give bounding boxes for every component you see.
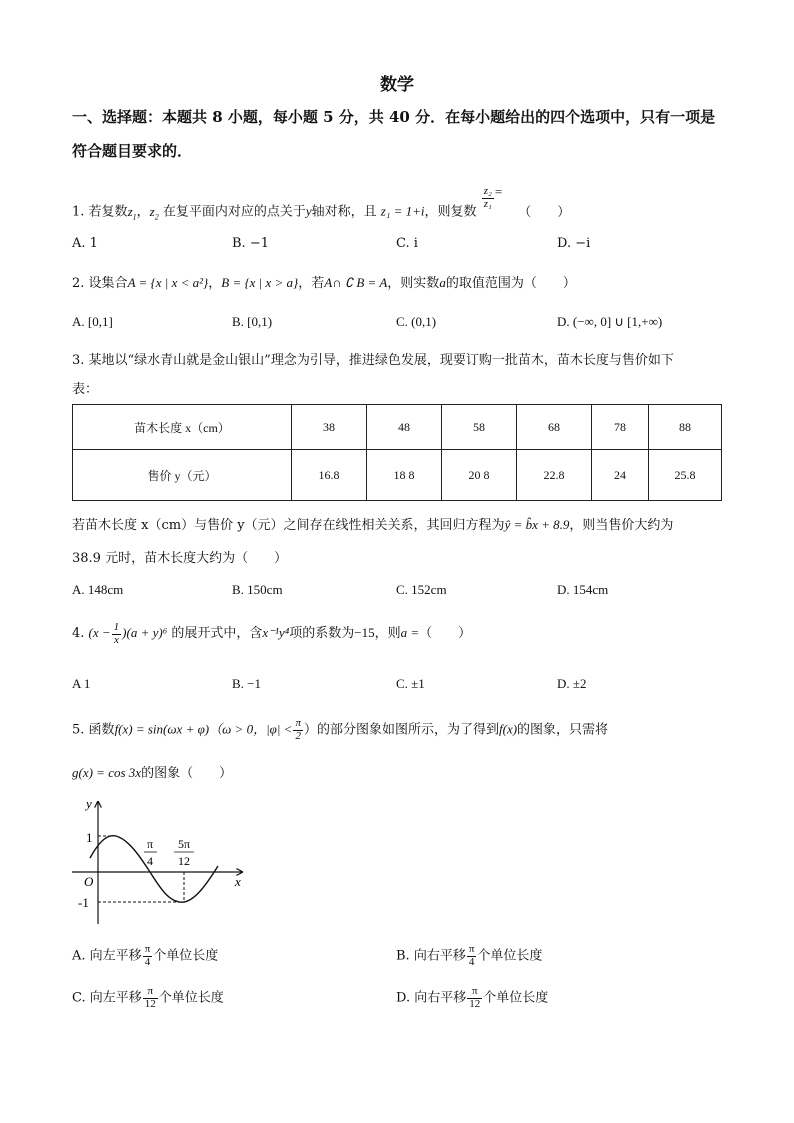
- table-cell: 68: [517, 405, 592, 450]
- table-cell: 20 8: [442, 450, 517, 501]
- question-5: [72, 718, 608, 742]
- q4-option-a[interactable]: A 1: [72, 676, 91, 691]
- q1-equals: =: [494, 183, 503, 199]
- q5-line-2: [72, 762, 232, 781]
- table-cell: 25.8: [649, 450, 722, 501]
- section-heading: 一、选择题：本题共 8 小题，每小题 5 分，共 40 分．在每小题给出的四个选项中，只有一项是符合题目要求的．: [72, 108, 716, 160]
- q5-function: f(x) = sin(ωx + φ): [114, 721, 210, 737]
- table-cell: 78: [592, 405, 649, 450]
- q5-text-3: 的图象，只需将: [517, 722, 609, 738]
- q1-text-3: 轴对称，且: [311, 204, 377, 220]
- x-tick-pi4-num: π: [146, 837, 154, 851]
- q1-option-c[interactable]: C. i: [396, 236, 418, 251]
- q3-option-d[interactable]: D. 154cm: [557, 582, 609, 597]
- q3-after-line-1: [72, 514, 673, 533]
- q1-comma: ，: [136, 204, 150, 220]
- table-cell: 16.8: [292, 450, 367, 501]
- q1-option-a[interactable]: A. 1: [72, 236, 98, 251]
- question-2: [72, 272, 576, 291]
- q4-text-1: 的展开式中，含: [171, 626, 263, 642]
- table-cell: 48: [367, 405, 442, 450]
- q3-line-1: 3. 某地以“绿水青山就是金山银山”理念为引导，推进绿色发展，现要订购一批苗木，苗木长度与售价如下: [72, 353, 674, 368]
- q1-answer-paren: （ ）: [518, 204, 571, 220]
- y-axis-label: y: [86, 796, 92, 811]
- q5-fraction: $\frac{\pi}{2}$: [295, 717, 301, 742]
- y-tick-neg-one: -1: [78, 895, 89, 910]
- q1-z1: $z_1$: [127, 203, 137, 222]
- sine-curve: [90, 836, 218, 903]
- x-tick-pi4-den: 4: [147, 854, 153, 868]
- q1-z2: $z_2$: [149, 203, 159, 222]
- q1-option-b[interactable]: B. −1: [232, 236, 269, 251]
- x-axis-label: x: [235, 874, 241, 889]
- q3-regression-equation: ŷ = b̂x + 8.9: [504, 517, 570, 532]
- q2-text-4: ，则实数: [387, 276, 440, 291]
- table-row: [73, 405, 722, 450]
- seedling-price-table: [72, 404, 722, 501]
- q2-set-b: B = {x | x > a}: [221, 275, 299, 290]
- q4-text-4: （ ）: [419, 626, 472, 642]
- table-cell: 18 8: [367, 450, 442, 501]
- q2-option-d[interactable]: D. (−∞, 0] ∪ [1,+∞): [557, 314, 663, 329]
- question-4: [72, 622, 471, 646]
- table-cell: 24: [592, 450, 649, 501]
- q1-text-1: 若复数: [88, 204, 128, 220]
- q3-line-2: 表：: [72, 382, 99, 397]
- sine-graph: [70, 796, 260, 931]
- q3-after-text-a: 若苗木长度 x（cm）与售价 y（元）之间存在线性相关关系，其回归方程为: [72, 518, 505, 533]
- x-tick-5pi12-num: 5π: [177, 837, 191, 851]
- table-row: [73, 450, 722, 501]
- page-title: 数学: [380, 75, 414, 95]
- q4-a: a =: [400, 625, 420, 641]
- q4-coefficient: −15: [354, 625, 375, 641]
- question-1: [72, 183, 571, 224]
- q1-fraction: $\frac{\text{z₂}}{\text{z₁}}$: [483, 185, 492, 210]
- q4-text-2: 项的系数为: [289, 626, 355, 642]
- q4-option-d[interactable]: D. ±2: [557, 676, 587, 691]
- q3-after-text-b: ，则当售价大约为: [569, 518, 674, 533]
- q4-term: x⁻¹y⁴: [262, 625, 290, 641]
- table-row-header: 苗木长度 x（cm）: [73, 405, 292, 450]
- q5-number: 5.: [72, 722, 85, 738]
- q5-condition-2: |φ| <: [266, 721, 293, 737]
- q3-option-a[interactable]: A. 148cm: [72, 582, 124, 597]
- q3-option-b[interactable]: B. 150cm: [232, 582, 283, 597]
- q2-condition: A∩ ∁ B = A: [324, 275, 388, 290]
- q1-number: 1.: [72, 204, 85, 220]
- q5-text-2: 的部分图象如图所示，为了得到: [316, 722, 499, 738]
- q5-option-d[interactable]: D. 向右平移 $\frac{\pi}{12}$ 个单位长度: [396, 985, 549, 1010]
- table-cell: 38: [292, 405, 367, 450]
- q4-option-b[interactable]: B. −1: [232, 676, 262, 691]
- q5-condition-1: （ω > 0，: [209, 721, 267, 737]
- q2-a: a: [439, 275, 446, 290]
- q2-set-a: A = {x | x < a²}: [127, 275, 209, 290]
- q4-expression: (x − $\frac{1}{x}$ )(a + y)⁶: [88, 621, 168, 646]
- q5-option-b[interactable]: B. 向右平移 $\frac{\pi}{4}$ 个单位长度: [396, 943, 543, 968]
- q1-equation: z₁ = 1+i: [380, 203, 425, 219]
- q3-option-c[interactable]: C. 152cm: [396, 582, 447, 597]
- q5-condition-3: ）: [303, 722, 317, 738]
- q2-text-3: ，若: [298, 276, 325, 291]
- table-row-header: 售价 y（元）: [73, 450, 292, 501]
- origin-label: O: [84, 874, 94, 889]
- table-cell: 58: [442, 405, 517, 450]
- y-tick-one: 1: [86, 830, 93, 845]
- q2-text-2: ，: [208, 276, 222, 291]
- q2-text-5: 的取值范围为（ ）: [445, 276, 576, 291]
- q1-text-4: ，则复数: [424, 204, 477, 220]
- table-cell: 88: [649, 405, 722, 450]
- q1-text-2: 在复平面内对应的点关于: [162, 204, 306, 220]
- q2-text-1: 设集合: [88, 276, 128, 291]
- table-cell: 22.8: [517, 450, 592, 501]
- x-tick-5pi12-den: 12: [178, 854, 190, 868]
- q2-option-b[interactable]: B. [0,1): [232, 314, 273, 329]
- q3-after-line-2: 38.9 元时，苗木长度大约为（ ）: [72, 551, 288, 566]
- q2-option-c[interactable]: C. (0,1): [396, 314, 437, 329]
- q1-option-d[interactable]: D. −i: [557, 236, 591, 251]
- q4-number: 4.: [72, 626, 85, 642]
- q2-option-a[interactable]: A. [0,1]: [72, 314, 113, 329]
- q1-y: y: [305, 203, 312, 219]
- q5-gx: g(x) = cos 3x: [72, 765, 142, 780]
- sine-graph-svg: [70, 796, 260, 931]
- q5-text-4: 的图象（ ）: [141, 766, 233, 781]
- q4-option-c[interactable]: C. ±1: [396, 676, 425, 691]
- q5-text-1: 函数: [88, 722, 115, 738]
- q5-option-c[interactable]: C. 向左平移 $\frac{\pi}{12}$ 个单位长度: [72, 985, 224, 1010]
- q2-number: 2.: [72, 276, 85, 291]
- q5-option-a[interactable]: A. 向左平移 $\frac{\pi}{4}$ 个单位长度: [72, 943, 219, 968]
- q5-fx: f(x): [499, 721, 518, 737]
- q4-text-3: ，则: [374, 626, 401, 642]
